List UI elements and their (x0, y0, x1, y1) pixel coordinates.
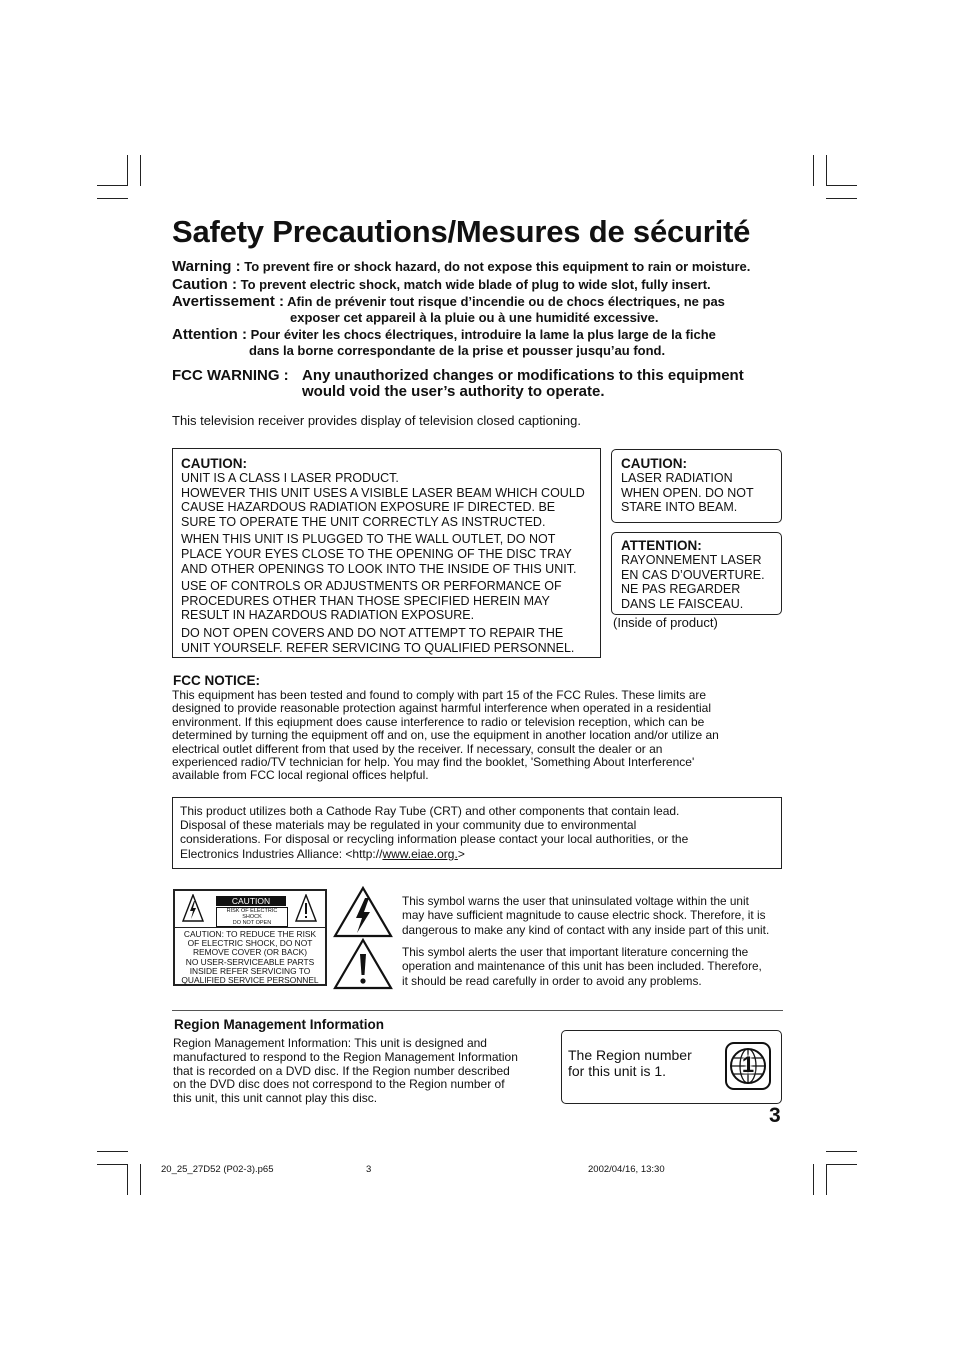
laser-caution-paragraph-3 (181, 579, 600, 623)
side-caution-line: LASER RADIATION (621, 471, 733, 485)
footer-file: 20_25_27D52 (P02-3).p65 (161, 1164, 274, 1175)
section-divider (172, 1010, 783, 1011)
side-caution-line: STARE INTO BEAM. (621, 500, 738, 515)
avertissement-line (172, 293, 725, 310)
warning-text: To prevent fire or shock hazard, do not expose this equipment to rain or moisture. (244, 259, 751, 274)
lightning-symbol-icon (333, 886, 393, 938)
fcc-warning-label: FCC WARNING : (172, 367, 289, 384)
footer-date: 2002/04/16, 13:30 (588, 1164, 665, 1175)
lead-notice-line: considerations. For disposal or recycling information please contact your local authorities, or the (180, 832, 689, 847)
laser-caution-line: PLACE YOUR EYES CLOSE TO THE OPENING OF THE DISC TRAY (181, 546, 572, 561)
lead-notice-box (172, 797, 782, 869)
fcc-notice-line: This equipment has been tested and found to comply with part 15 of the FCC Rules. These limits are (172, 688, 707, 702)
page-title: Safety Precautions/Mesures de sécurité (172, 214, 751, 249)
region-line: manufactured to respond to the Region Management Information (173, 1049, 518, 1064)
fcc-warning-line-2: would void the user’s authority to operate. (302, 383, 605, 400)
laser-caution-line: AND OTHER OPENINGS TO LOOK INTO THE INSIDE OF THIS UNIT. (181, 561, 577, 576)
region-globe-icon (725, 1042, 771, 1090)
attention-label: Attention : (172, 326, 247, 343)
side-caution-heading: CAUTION: (621, 456, 687, 471)
exclamation-symbol-icon (333, 938, 393, 990)
laser-caution-line: CAUSE HAZARDOUS RADIATION EXPOSURE IF DIRECTED. BE (181, 500, 556, 515)
region-line: that is recorded on a DVD disc. If the Region number described (173, 1063, 510, 1078)
region-line: Region Management Information: This unit is designed and (173, 1036, 487, 1050)
side-attention-line: EN CAS D’OUVERTURE. (621, 567, 765, 582)
warning-label: Warning : (172, 258, 241, 275)
lead-notice-line: This product utilizes both a Cathode Ray Tube (CRT) and other components that contain lead. (180, 804, 680, 818)
avertissement-label: Avertissement : (172, 293, 284, 310)
exclamation-symbol-line: operation and maintenance of this unit has been included. Therefore, (402, 959, 762, 974)
laser-caution-paragraph-2 (181, 532, 600, 576)
exclamation-symbol-line: This symbol alerts the user that important literature concerning the (402, 945, 749, 959)
shock-label-risk (216, 907, 288, 927)
avertissement-text: Afin de prévenir tout risque d’incendie ou de chocs électriques, ne pas (287, 294, 725, 309)
attention-text: Pour éviter les chocs électriques, introduire la lame la plus large de la fiche (250, 327, 716, 342)
side-attention-heading: ATTENTION: (621, 538, 702, 553)
laser-caution-line: DO NOT OPEN COVERS AND DO NOT ATTEMPT TO REPAIR THE (181, 625, 564, 640)
shock-label-risk-line: DO NOT OPEN (232, 920, 272, 926)
shock-label-line: OF ELECTRIC SHOCK, DO NOT (187, 938, 313, 949)
shock-label-risk-line: RISK OF ELECTRIC SHOCK (226, 908, 278, 920)
laser-caution-line: RESULT IN HAZARDOUS RADIATION EXPOSURE. (181, 608, 475, 623)
laser-caution-line: HOWEVER THIS UNIT USES A VISIBLE LASER BEAM WHICH COULD (181, 485, 585, 500)
warning-line (172, 258, 750, 275)
side-attention-line: DANS LE FAISCEAU. (621, 596, 744, 611)
shock-label-line: CAUTION: TO REDUCE THE RISK (183, 929, 317, 939)
exclamation-symbol-line: it should be read carefully in order to avoid any problems. (402, 973, 702, 988)
lightning-symbol-line: This symbol warns the user that uninsulated voltage within the unit (402, 894, 749, 908)
attention-line (172, 326, 716, 343)
caution-line (172, 276, 711, 293)
laser-caution-line: SURE TO OPERATE THE UNIT CORRECTLY AS INSTRUCTED. (181, 514, 546, 529)
lead-notice-line: Disposal of these materials may be regulated in your community due to environmental (180, 818, 637, 833)
attention-text-2: dans la borne correspondante de la prise et pousser jusqu’au fond. (249, 343, 666, 358)
region-box (561, 1030, 782, 1104)
shock-label-text (175, 930, 325, 985)
side-attention-line: RAYONNEMENT LASER (621, 553, 762, 567)
region-line: this unit, this unit cannot play this disc. (173, 1091, 378, 1106)
lead-notice-suffix: > (457, 846, 465, 861)
avertissement-text-2: exposer cet appareil à la pluie ou à une humidité excessive. (290, 310, 659, 325)
laser-caution-line: PROCEDURES OTHER THAN THOSE SPECIFIED HEREIN MAY (181, 593, 550, 608)
fcc-notice-body (172, 689, 719, 783)
fcc-notice-line: determined by turning the equipment off and on, use the equipment in another location and/or utilize an (172, 728, 719, 743)
fcc-notice-line: designed to provide reasonable protection against harmful interference when operated in a residential (172, 701, 712, 716)
captioning-note: This television receiver provides display of television closed captioning. (172, 413, 581, 428)
region-line: on the DVD disc does not correspond to the Region number of (173, 1077, 505, 1092)
fcc-notice-line: electrical outlet different from that used by the receiver. If necessary, consult the dealer or an (172, 741, 663, 756)
side-caution-box (611, 449, 782, 523)
fcc-notice-line: experienced radio/TV technician for help. You may find the booklet, 'Something About Interference' (172, 755, 695, 770)
page-number: 3 (769, 1104, 781, 1127)
lead-notice-prefix: Electronics Industries Alliance: <http:// (180, 846, 383, 861)
shock-label-caution: CAUTION (216, 896, 286, 906)
fcc-notice-line: available from FCC local regional offices helpful. (172, 768, 429, 783)
side-attention-line: NE PAS REGARDER (621, 582, 741, 597)
shock-label-line: REMOVE COVER (OR BACK) (192, 947, 307, 958)
lightning-triangle-icon (182, 894, 204, 922)
fcc-warning-line-1: Any unauthorized changes or modifications to this equipment (302, 367, 744, 384)
inside-note: (Inside of product) (613, 615, 718, 630)
laser-caution-line: UNIT IS A CLASS I LASER PRODUCT. (181, 471, 399, 485)
laser-caution-box (172, 448, 601, 658)
region-box-text (568, 1047, 692, 1079)
shock-label-line: QUALIFIED SERVICE PERSONNEL (181, 975, 319, 986)
region-body (173, 1037, 518, 1106)
shock-label-line: INSIDE REFER SERVICING TO (189, 965, 311, 976)
side-caution-line: WHEN OPEN. DO NOT (621, 485, 754, 500)
laser-caution-heading: CAUTION: (181, 456, 247, 471)
lightning-symbol-line: dangerous to make any kind of contact with any inside part of this unit. (402, 922, 770, 937)
footer-page: 3 (366, 1164, 372, 1175)
lead-notice-line (180, 847, 781, 861)
exclamation-symbol-text (402, 945, 762, 988)
lightning-symbol-line: may have sufficient magnitude to cause electric shock. Therefore, it is (402, 908, 766, 923)
laser-caution-line: UNIT YOURSELF. REFER SERVICING TO QUALIFIED PERSONNEL. (181, 640, 575, 655)
region-number: 1 (741, 1052, 755, 1077)
region-box-line: for this unit is 1. (568, 1063, 667, 1079)
fcc-notice-heading: FCC NOTICE: (173, 673, 260, 688)
shock-label-top (175, 891, 325, 928)
fcc-notice-line: environment. If this eqiupment does cause interference to radio or television reception, which can be (172, 714, 705, 729)
exclamation-triangle-icon (295, 894, 317, 922)
side-attention-box (611, 532, 782, 615)
laser-caution-paragraph-1 (181, 471, 600, 529)
region-heading: Region Management Information (174, 1017, 385, 1032)
lightning-symbol-text (402, 894, 769, 937)
laser-caution-line: USE OF CONTROLS OR ADJUSTMENTS OR PERFORMANCE OF (181, 579, 562, 594)
region-box-line: The Region number (568, 1047, 692, 1063)
caution-label: Caution : (172, 276, 237, 293)
laser-caution-line: WHEN THIS UNIT IS PLUGGED TO THE WALL OUTLET, DO NOT (181, 532, 556, 547)
laser-caution-paragraph-4 (181, 626, 600, 655)
shock-label-line: NO USER-SERVICEABLE PARTS (185, 956, 315, 967)
shock-warning-label (173, 889, 327, 986)
eiae-link[interactable]: www.eiae.org. (382, 846, 458, 861)
caution-text: To prevent electric shock, match wide blade of plug to wide slot, fully insert. (240, 277, 711, 292)
